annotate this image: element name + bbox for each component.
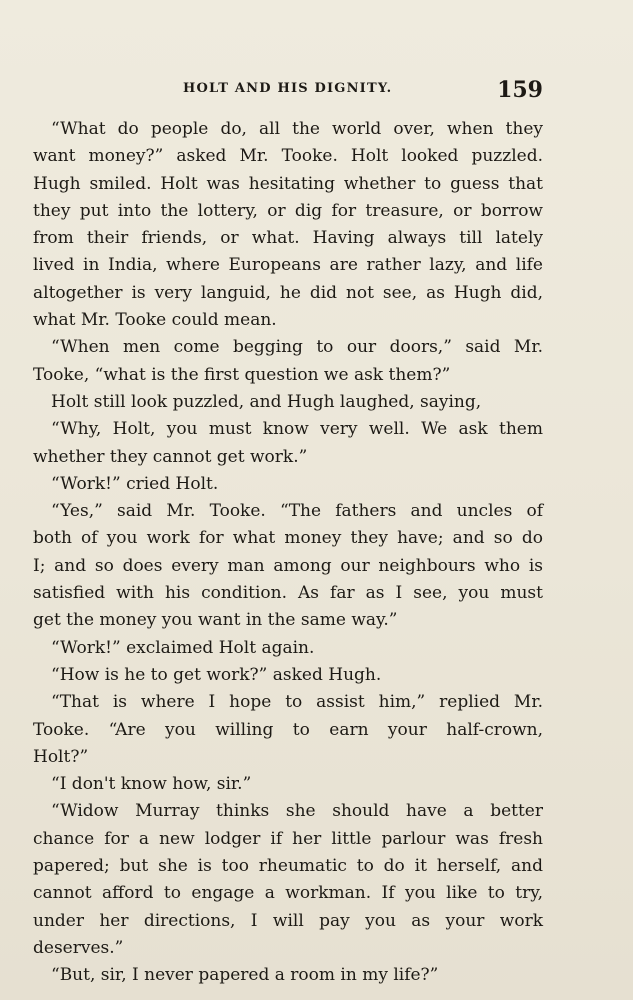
text-line: Holt?” [33,746,89,767]
text-line: satisfied with his condition. As far as I see, you must [33,583,543,604]
text-line: chance for a new lodger if her little parlour was fresh [33,828,543,849]
text-line: “Yes,” said Mr. Tooke. “The fathers and uncles of [51,501,543,522]
text-line: “That is where I hope to assist him,” replied Mr. [51,692,543,713]
text-line: they put into the lottery, or dig for treasure, or borrow [33,200,543,221]
text-line: from their friends, or what. Having always till lately [33,228,543,249]
text-line: “But, sir, I never papered a room in my life?” [51,965,439,986]
text-line: what Mr. Tooke could mean. [33,310,277,331]
body-text [33,116,543,990]
text-line: Tooke. “Are you willing to earn your half-crown, [33,719,543,740]
page-header [33,77,543,101]
text-line: under her directions, I will pay you as your work [33,910,543,931]
text-line: deserves.” [33,937,124,958]
text-line: “Widow Murray thinks she should have a better [51,801,543,822]
text-line: Tooke, “what is the first question we ask them?” [33,364,451,385]
text-line: papered; but she is too rheumatic to do it herself, and [33,856,543,877]
text-line: cannot afford to engage a workman. If you like to try, [33,883,543,904]
text-line: “I don't know how, sir.” [51,774,252,795]
text-line: “How is he to get work?” asked Hugh. [51,664,382,685]
text-line: Holt still look puzzled, and Hugh laughed, saying, [51,391,482,412]
text-line: “Work!” exclaimed Holt again. [51,637,315,658]
running-title: HOLT AND HIS DIGNITY. [183,81,393,96]
text-line: both of you work for what money they have; and so do [33,528,543,549]
text-line: “What do people do, all the world over, when they [51,119,543,139]
text-line: get the money you want in the same way.” [33,610,398,631]
text-line: Hugh smiled. Holt was hesitating whether to guess that [33,173,543,194]
text-line: altogether is very languid, he did not see, as Hugh did, [33,282,543,303]
text-line: lived in India, where Europeans are rather lazy, and life [33,255,543,276]
page-number: 159 [497,77,543,103]
text-line: “Why, Holt, you must know very well. We ask them [51,419,543,440]
text-line: whether they cannot get work.” [33,446,308,467]
text-line: want money?” asked Mr. Tooke. Holt looked puzzled. [33,146,543,167]
text-line: I; and so does every man among our neighbours who is [33,555,543,576]
text-line: “When men come begging to our doors,” said Mr. [51,337,543,358]
text-line: “Work!” cried Holt. [51,473,219,494]
